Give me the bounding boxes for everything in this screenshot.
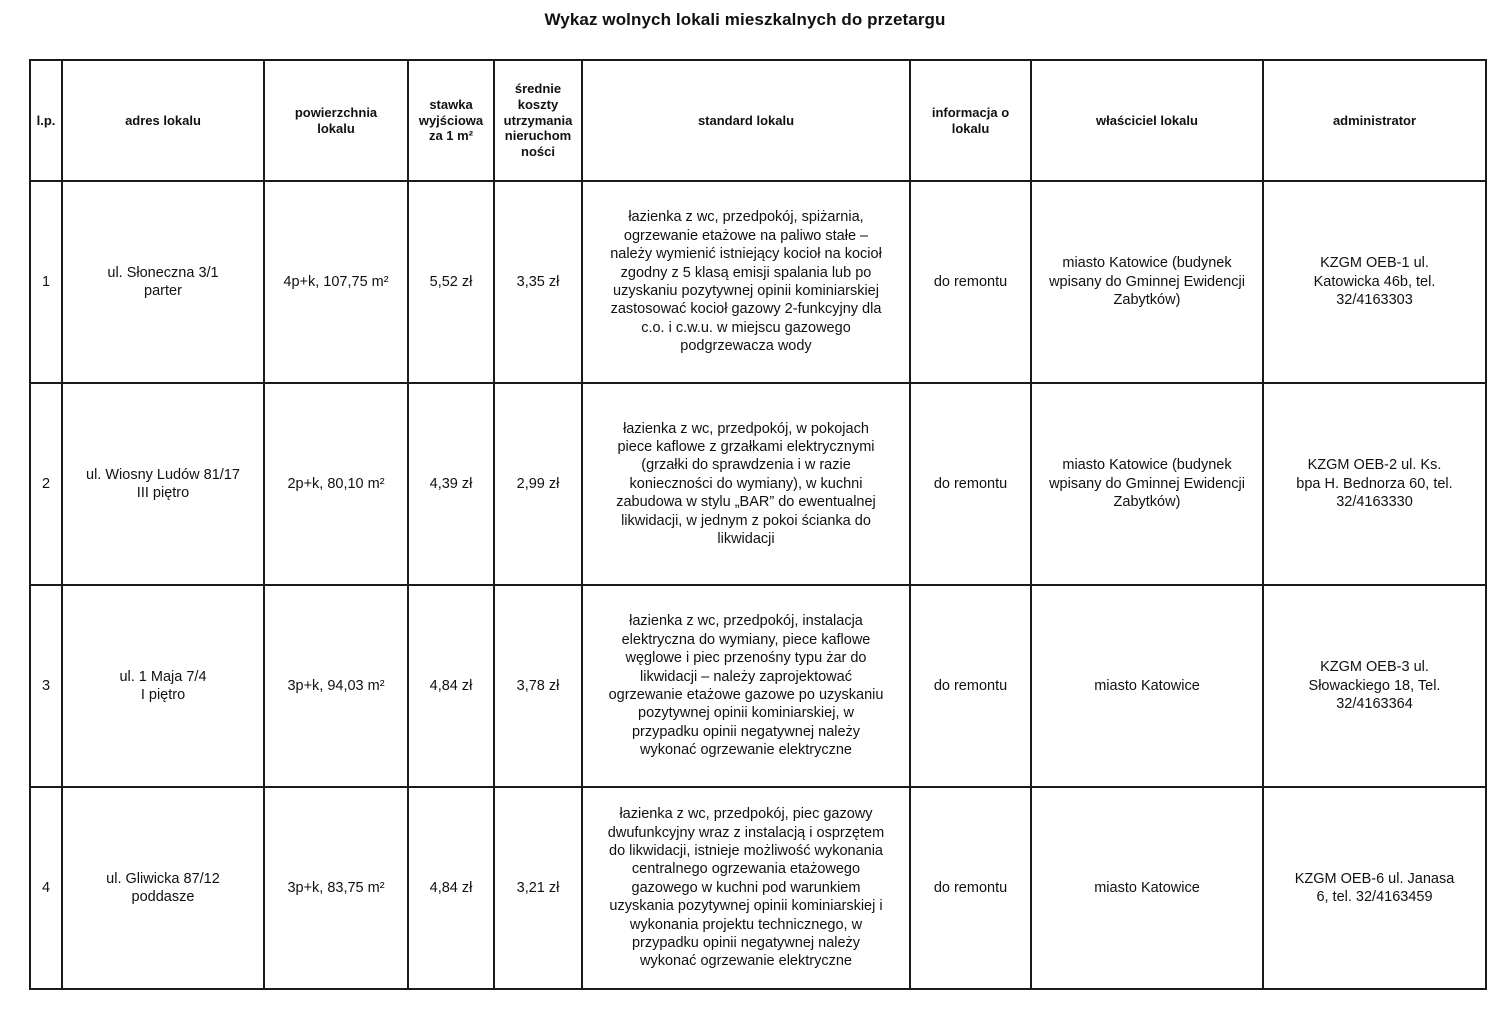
- cell-administrator: KZGM OEB-6 ul. Janasa 6, tel. 32/4163459: [1263, 787, 1486, 989]
- cell-owner: miasto Katowice (budynek wpisany do Gminnej Ewidencji Zabytków): [1031, 181, 1263, 383]
- cell-starting-rate: 4,84 zł: [408, 787, 494, 989]
- cell-maintenance-costs: 3,35 zł: [494, 181, 582, 383]
- table-row: [30, 585, 1486, 787]
- cell-starting-rate: 5,52 zł: [408, 181, 494, 383]
- cell-standard: łazienka z wc, przedpokój, piec gazowy dwufunkcyjny wraz z instalacją i osprzętem do likwidacji, istnieje możliwość wykonania centralnego ogrzewania etażowego gazowego w kuchni pod warunkiem uzyskania pozytywnej opinii kominiarskiej i wykonania projektu technicznego, w przypadku opinii negatywnej należy wykonać ogrzewanie elektryczne: [582, 787, 910, 989]
- table-row: [30, 787, 1486, 989]
- header-maintenance-costs: średnie koszty utrzymania nieruchom ności: [494, 60, 582, 181]
- vacant-apartments-table: [29, 59, 1487, 990]
- cell-info: do remontu: [910, 383, 1031, 585]
- cell-administrator: KZGM OEB-1 ul. Katowicka 46b, tel. 32/4163303: [1263, 181, 1486, 383]
- header-administrator: administrator: [1263, 60, 1486, 181]
- cell-maintenance-costs: 3,21 zł: [494, 787, 582, 989]
- header-owner: właściciel lokalu: [1031, 60, 1263, 181]
- header-info: informacja o lokalu: [910, 60, 1031, 181]
- table-row: [30, 181, 1486, 383]
- cell-standard: łazienka z wc, przedpokój, instalacja elektryczna do wymiany, piece kaflowe węglowe i piec przenośny typu żar do likwidacji – należy zaprojektować ogrzewanie etażowe gazowe po uzyskaniu pozytywnej opinii kominiarskiej, w przypadku opinii negatywnej należy wykonać ogrzewanie elektryczne: [582, 585, 910, 787]
- header-row: [30, 60, 1486, 181]
- document-title: Wykaz wolnych lokali mieszkalnych do przetargu: [544, 10, 946, 29]
- cell-administrator: KZGM OEB-2 ul. Ks. bpa H. Bednorza 60, tel. 32/4163330: [1263, 383, 1486, 585]
- cell-area: 4p+k, 107,75 m²: [264, 181, 408, 383]
- cell-owner: miasto Katowice (budynek wpisany do Gminnej Ewidencji Zabytków): [1031, 383, 1263, 585]
- cell-address: ul. Wiosny Ludów 81/17 III piętro: [62, 383, 264, 585]
- cell-area: 2p+k, 80,10 m²: [264, 383, 408, 585]
- header-address: adres lokalu: [62, 60, 264, 181]
- cell-area: 3p+k, 83,75 m²: [264, 787, 408, 989]
- cell-lp: 2: [30, 383, 62, 585]
- cell-info: do remontu: [910, 585, 1031, 787]
- cell-starting-rate: 4,84 zł: [408, 585, 494, 787]
- cell-starting-rate: 4,39 zł: [408, 383, 494, 585]
- header-starting-rate: stawka wyjściowa za 1 m²: [408, 60, 494, 181]
- cell-address: ul. Słoneczna 3/1 parter: [62, 181, 264, 383]
- cell-owner: miasto Katowice: [1031, 585, 1263, 787]
- cell-info: do remontu: [910, 787, 1031, 989]
- cell-address: ul. 1 Maja 7/4 I piętro: [62, 585, 264, 787]
- cell-administrator: KZGM OEB-3 ul. Słowackiego 18, Tel. 32/4163364: [1263, 585, 1486, 787]
- cell-standard: łazienka z wc, przedpokój, spiżarnia, ogrzewanie etażowe na paliwo stałe – należy wymienić istniejący kocioł na kocioł zgodny z 5 klasą emisji spalania lub po uzyskaniu pozytywnej opinii kominiarskiej zastosować kocioł gazowy 2-funkcyjny dla c.o. i c.w.u. w miejscu gazowego podgrzewacza wody: [582, 181, 910, 383]
- header-standard: standard lokalu: [582, 60, 910, 181]
- cell-maintenance-costs: 3,78 zł: [494, 585, 582, 787]
- cell-maintenance-costs: 2,99 zł: [494, 383, 582, 585]
- cell-lp: 3: [30, 585, 62, 787]
- cell-owner: miasto Katowice: [1031, 787, 1263, 989]
- cell-address: ul. Gliwicka 87/12 poddasze: [62, 787, 264, 989]
- header-lp: l.p.: [30, 60, 62, 181]
- cell-lp: 1: [30, 181, 62, 383]
- cell-lp: 4: [30, 787, 62, 989]
- header-area: powierzchnia lokalu: [264, 60, 408, 181]
- cell-info: do remontu: [910, 181, 1031, 383]
- cell-area: 3p+k, 94,03 m²: [264, 585, 408, 787]
- table-row: [30, 383, 1486, 585]
- cell-standard: łazienka z wc, przedpokój, w pokojach piece kaflowe z grzałkami elektrycznymi (grzałki do sprawdzenia i w razie konieczności do wymiany), w kuchni zabudowa w stylu „BAR” do ewentualnej likwidacji, w jednym z pokoi ścianka do likwidacji: [582, 383, 910, 585]
